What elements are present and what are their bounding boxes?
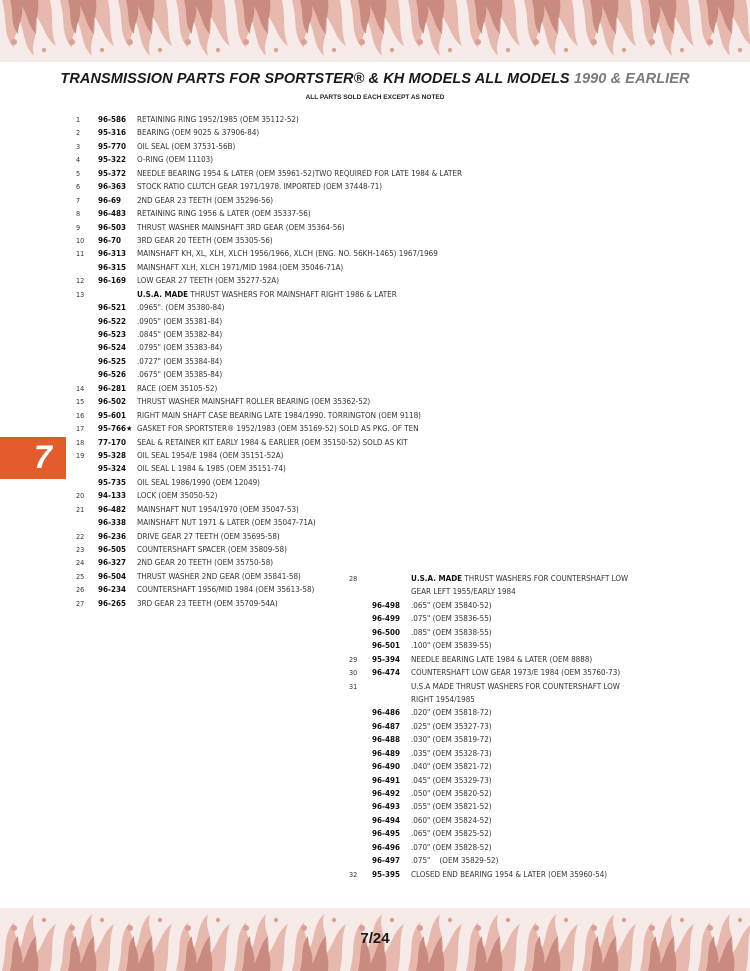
part-number: 96-498 [372, 600, 401, 610]
part-description: RIGHT MAIN SHAFT CASE BEARING LATE 1984/1990. TORRINGTON (OEM 9118) [137, 410, 421, 420]
part-number: 96-234 [98, 585, 127, 595]
part-row [76, 167, 462, 180]
part-row [349, 666, 669, 679]
part-description: .070" (OEM 35828-52) [411, 842, 492, 852]
item-number: 9 [76, 222, 81, 232]
part-row [76, 194, 376, 207]
part-row [76, 315, 376, 328]
part-row [349, 814, 669, 827]
part-row [76, 180, 383, 193]
part-description: .0795" (OEM 35383-84) [137, 343, 223, 353]
part-number: 96-497 [372, 856, 401, 866]
part-description: GASKET FOR SPORTSTER® 1952/1983 (OEM 35169-52) SOLD AS PKG. OF TEN [137, 424, 419, 434]
part-description: O-RING (OEM 11103) [137, 155, 214, 165]
item-number: 15 [76, 397, 85, 407]
part-description: THRUST WASHER 2ND GEAR (OEM 35841-58) [137, 571, 301, 581]
part-number: 96-338 [98, 518, 127, 528]
part-number: 96-487 [372, 721, 401, 731]
item-number: 8 [76, 209, 81, 219]
part-row [349, 599, 669, 612]
part-number: 94-133 [98, 491, 127, 501]
chapter-number: 7 [34, 439, 52, 475]
item-number: 27 [76, 598, 85, 608]
item-number: 31 [349, 681, 358, 691]
part-description: 3RD GEAR 23 TEETH (OEM 35709-54A) [137, 598, 278, 608]
chapter-tab [0, 437, 66, 479]
part-description: THRUST WASHER MAINSHAFT 3RD GEAR (OEM 35364-56) [137, 222, 345, 232]
item-number: 30 [349, 668, 358, 678]
part-number: 96-482 [98, 504, 127, 514]
part-description: .035" (OEM 35328-73) [411, 748, 492, 758]
part-row [349, 760, 669, 773]
part-row [349, 572, 669, 585]
part-number: 96-265 [98, 598, 127, 608]
part-row [76, 422, 419, 435]
part-description: .075" (OEM 35836-55) [411, 614, 492, 624]
part-number: 96-236 [98, 531, 127, 541]
part-description: .040" (OEM 35821-72) [411, 762, 492, 772]
part-number: 96-501 [372, 641, 401, 651]
part-description: .0727" (OEM 35384-84) [137, 356, 223, 366]
part-row [76, 234, 376, 247]
part-description: RIGHT 1954/1985 [411, 694, 475, 704]
part-number: 96-523 [98, 330, 127, 339]
part-description: OIL SEAL 1954/E 1984 (OEM 35151-52A) [137, 450, 284, 460]
part-row [349, 693, 669, 706]
part-row [76, 449, 376, 462]
part-row [76, 516, 376, 529]
item-number: 6 [76, 182, 81, 192]
part-row [349, 639, 669, 652]
part-number: 96-488 [372, 735, 401, 745]
part-row [349, 706, 669, 719]
item-number: 22 [76, 531, 85, 541]
part-description [137, 288, 397, 301]
part-row [349, 747, 669, 760]
part-description: RETAINING RING 1952/1985 (OEM 35112-52) [137, 115, 299, 124]
part-description: .045" (OEM 35329-73) [411, 775, 492, 785]
part-description: .0965". (OEM 35380-84) [137, 303, 225, 313]
item-number: 11 [76, 249, 85, 259]
part-description: MAINSHAFT XLH, XLCH 1971/MID 1984 (OEM 35046-71A) [137, 262, 344, 272]
part-description: .025" (OEM 35327-73) [411, 721, 492, 731]
part-description: .030" (OEM 35819-72) [411, 735, 492, 745]
item-number: 28 [349, 574, 358, 583]
item-number: 21 [76, 504, 85, 514]
part-description: .065" (OEM 35840-52) [411, 600, 492, 610]
part-number: 96-503 [98, 222, 127, 232]
part-description: NEEDLE BEARING LATE 1984 & LATER (OEM 8888) [411, 654, 593, 664]
part-row [349, 787, 669, 800]
part-row [76, 556, 376, 569]
part-number: 77-170 [98, 437, 127, 447]
part-row [76, 503, 376, 516]
part-description: .060" (OEM 35824-52) [411, 815, 492, 825]
item-number: 23 [76, 545, 85, 554]
item-number: 19 [76, 450, 85, 460]
part-description: .085" (OEM 35838-55) [411, 627, 492, 637]
part-row [76, 476, 376, 489]
part-row [349, 720, 669, 733]
page-title: TRANSMISSION PARTS FOR SPORTSTER® & KH MODELS ALL MODELS 1990 & EARLIER [60, 71, 690, 87]
part-description: MAINSHAFT NUT 1954/1970 (OEM 35047-53) [137, 504, 299, 514]
part-number: 95-395 [372, 869, 401, 879]
part-number: 96-524 [98, 343, 127, 353]
item-number: 25 [76, 571, 85, 581]
part-row [76, 341, 376, 354]
part-row [349, 827, 669, 840]
item-number: 3 [76, 141, 81, 151]
part-row [76, 247, 438, 260]
usa-made-label: U.S.A. MADE [411, 574, 463, 583]
part-description: DRIVE GEAR 27 TEETH (OEM 35695-58) [137, 531, 280, 541]
part-description-text: THRUST WASHERS FOR MAINSHAFT RIGHT 1986 & LATER [188, 289, 397, 299]
part-number: 96-496 [372, 842, 401, 852]
parts-list-right [349, 572, 669, 881]
part-number: 96-586 [98, 115, 127, 124]
part-number: 96-315 [98, 262, 127, 272]
part-number: 96-327 [98, 558, 127, 568]
part-row [349, 841, 669, 854]
part-number: 96-483 [98, 209, 127, 219]
part-description: GEAR LEFT 1955/EARLY 1984 [411, 587, 516, 597]
part-number: 96-486 [372, 708, 401, 718]
part-description: .065" (OEM 35825-52) [411, 829, 492, 839]
part-number: 96-504 [98, 571, 127, 581]
part-row [76, 436, 408, 449]
usa-made-label: U.S.A. MADE [137, 289, 189, 299]
part-description: U.S.A MADE THRUST WASHERS FOR COUNTERSHAFT LOW [411, 681, 620, 691]
part-number: 96-500 [372, 627, 401, 637]
part-number: 96-505 [98, 545, 127, 554]
header-flame-border [0, 0, 750, 62]
page-number: 7/24 [360, 930, 390, 947]
part-number: 95-372 [98, 168, 127, 178]
part-description: MAINSHAFT KH, XL, XLH, XLCH 1956/1966, XLCH (ENG. NO. 56KH-1465) 1967/1969 [137, 249, 438, 259]
part-row [76, 261, 376, 274]
part-row [76, 126, 376, 139]
part-number: 96-526 [98, 370, 127, 380]
part-description: .075" (OEM 35829-52) [411, 856, 499, 866]
part-description-text: THRUST WASHERS FOR COUNTERSHAFT LOW [462, 574, 629, 583]
part-row [76, 489, 376, 502]
part-number: 96-521 [98, 303, 127, 313]
item-number: 14 [76, 383, 85, 393]
part-row [76, 395, 376, 408]
part-number: 95-601 [98, 410, 127, 420]
item-number: 16 [76, 410, 85, 420]
part-row [76, 153, 376, 166]
part-description: RACE (OEM 35105-52) [137, 383, 218, 393]
part-row [349, 800, 669, 813]
part-description: LOW GEAR 27 TEETH (OEM 35277-52A) [137, 276, 280, 286]
part-description: .0675" (OEM 35385-84) [137, 370, 223, 380]
item-number: 5 [76, 168, 81, 178]
part-number: 96-169 [98, 276, 127, 286]
part-number: 95-394 [372, 654, 401, 664]
part-number: 96-490 [372, 762, 401, 772]
part-number: 96-491 [372, 775, 401, 785]
part-description: .055" (OEM 35821-52) [411, 802, 492, 812]
title-year: 1990 & EARLIER [573, 71, 690, 87]
item-number: 7 [76, 195, 81, 205]
part-row [349, 774, 669, 787]
part-description: CLOSED END BEARING 1954 & LATER (OEM 35960-54) [411, 869, 608, 879]
part-description: .0845" (OEM 35382-84) [137, 330, 223, 339]
part-row [76, 207, 376, 220]
part-description: .0905" (OEM 35381-84) [137, 316, 223, 326]
item-number: 20 [76, 491, 85, 501]
part-row [349, 612, 669, 625]
part-number: 95-328 [98, 450, 127, 460]
part-description: .020" (OEM 35818-72) [411, 708, 492, 718]
part-description: 2ND GEAR 20 TEETH (OEM 35750-58) [137, 558, 274, 568]
part-row [76, 570, 376, 583]
part-row [349, 868, 669, 881]
part-description: COUNTERSHAFT 1956/MID 1984 (OEM 35613-58) [137, 585, 315, 595]
part-row [349, 626, 669, 639]
part-description: COUNTERSHAFT LOW GEAR 1973/E 1984 (OEM 35760-73) [411, 668, 621, 678]
part-row [76, 288, 397, 301]
part-row [76, 583, 376, 596]
item-number: 29 [349, 654, 358, 664]
part-row [76, 597, 376, 610]
part-description: .100" (OEM 35839-55) [411, 641, 492, 651]
part-number: 96-499 [372, 614, 401, 624]
part-number: 96-363 [98, 182, 127, 192]
part-row [76, 462, 376, 475]
part-number: 96-493 [372, 802, 401, 812]
part-row [76, 368, 376, 381]
item-number: 26 [76, 585, 85, 595]
part-number: 96-69 [98, 195, 122, 205]
part-description: 3RD GEAR 20 TEETH (OEM 35305-56) [137, 235, 273, 245]
part-number: 95-322 [98, 155, 127, 165]
part-number: 96-495 [372, 829, 401, 839]
part-row [76, 140, 376, 153]
part-row [76, 301, 376, 314]
item-number: 18 [76, 437, 85, 447]
part-description: BEARING (OEM 9025 & 37906-84) [137, 128, 260, 138]
part-number: 96-522 [98, 316, 127, 326]
part-number: 95-324 [98, 464, 127, 474]
item-number: 1 [76, 115, 81, 124]
part-row [349, 854, 669, 867]
item-number: 12 [76, 276, 85, 286]
part-row [76, 530, 376, 543]
part-description: COUNTERSHAFT SPACER (OEM 35809-58) [137, 545, 287, 554]
flame-pattern-top [0, 0, 750, 62]
item-number: 32 [349, 869, 358, 879]
part-number: 95-770 [98, 141, 127, 151]
part-row [76, 543, 376, 556]
part-description: NEEDLE BEARING 1954 & LATER (OEM 35961-52)TWO REQUIRED FOR LATE 1984 & LATER [137, 168, 462, 178]
part-description: OIL SEAL (OEM 37531-56B) [137, 141, 236, 151]
part-row [349, 653, 669, 666]
part-number: 96-281 [98, 383, 127, 393]
part-description: THRUST WASHER MAINSHAFT ROLLER BEARING (OEM 35362-52) [137, 397, 371, 407]
part-number: 96-70 [98, 235, 122, 245]
part-row [76, 409, 421, 422]
part-number: 95-766★ [98, 424, 133, 434]
item-number: 10 [76, 235, 85, 245]
part-number: 96-494 [372, 815, 401, 825]
part-description: RETAINING RING 1956 & LATER (OEM 35337-56) [137, 209, 311, 219]
part-number: 96-502 [98, 397, 127, 407]
page-subtitle: ALL PARTS SOLD EACH EXCEPT AS NOTED [305, 94, 445, 101]
part-row [76, 221, 376, 234]
part-description: SEAL & RETAINER KIT EARLY 1984 & EARLIER (OEM 35150-52) SOLD AS KIT [137, 437, 408, 447]
part-description: .050" (OEM 35820-52) [411, 789, 492, 798]
part-number: 95-735 [98, 477, 127, 487]
part-row [76, 113, 376, 126]
part-row [76, 274, 376, 287]
item-number: 13 [76, 289, 85, 299]
item-number: 24 [76, 558, 85, 568]
part-number: 96-492 [372, 789, 401, 798]
part-description: MAINSHAFT NUT 1971 & LATER (OEM 35047-71A) [137, 518, 316, 528]
part-number: 95-316 [98, 128, 127, 138]
part-row [76, 328, 376, 341]
part-row [349, 680, 669, 693]
part-description: 2ND GEAR 23 TEETH (OEM 35296-56) [137, 195, 274, 205]
part-row [349, 733, 669, 746]
item-number: 2 [76, 128, 81, 138]
part-description [411, 572, 628, 585]
part-description: OIL SEAL L 1984 & 1985 (OEM 35151-74) [137, 464, 286, 474]
part-row [349, 585, 669, 598]
part-number: 96-313 [98, 249, 127, 259]
part-number: 96-474 [372, 668, 401, 678]
part-description: STOCK RATIO CLUTCH GEAR 1971/1978. IMPORTED (OEM 37448-71) [137, 182, 383, 192]
item-number: 17 [76, 424, 85, 434]
item-number: 4 [76, 155, 81, 165]
part-row [76, 355, 376, 368]
part-number: 96-489 [372, 748, 401, 758]
part-description: OIL SEAL 1986/1990 (OEM 12049) [137, 477, 260, 487]
part-row [76, 382, 376, 395]
part-description: LOCK (OEM 35050-52) [137, 491, 218, 501]
part-number: 96-525 [98, 356, 127, 366]
